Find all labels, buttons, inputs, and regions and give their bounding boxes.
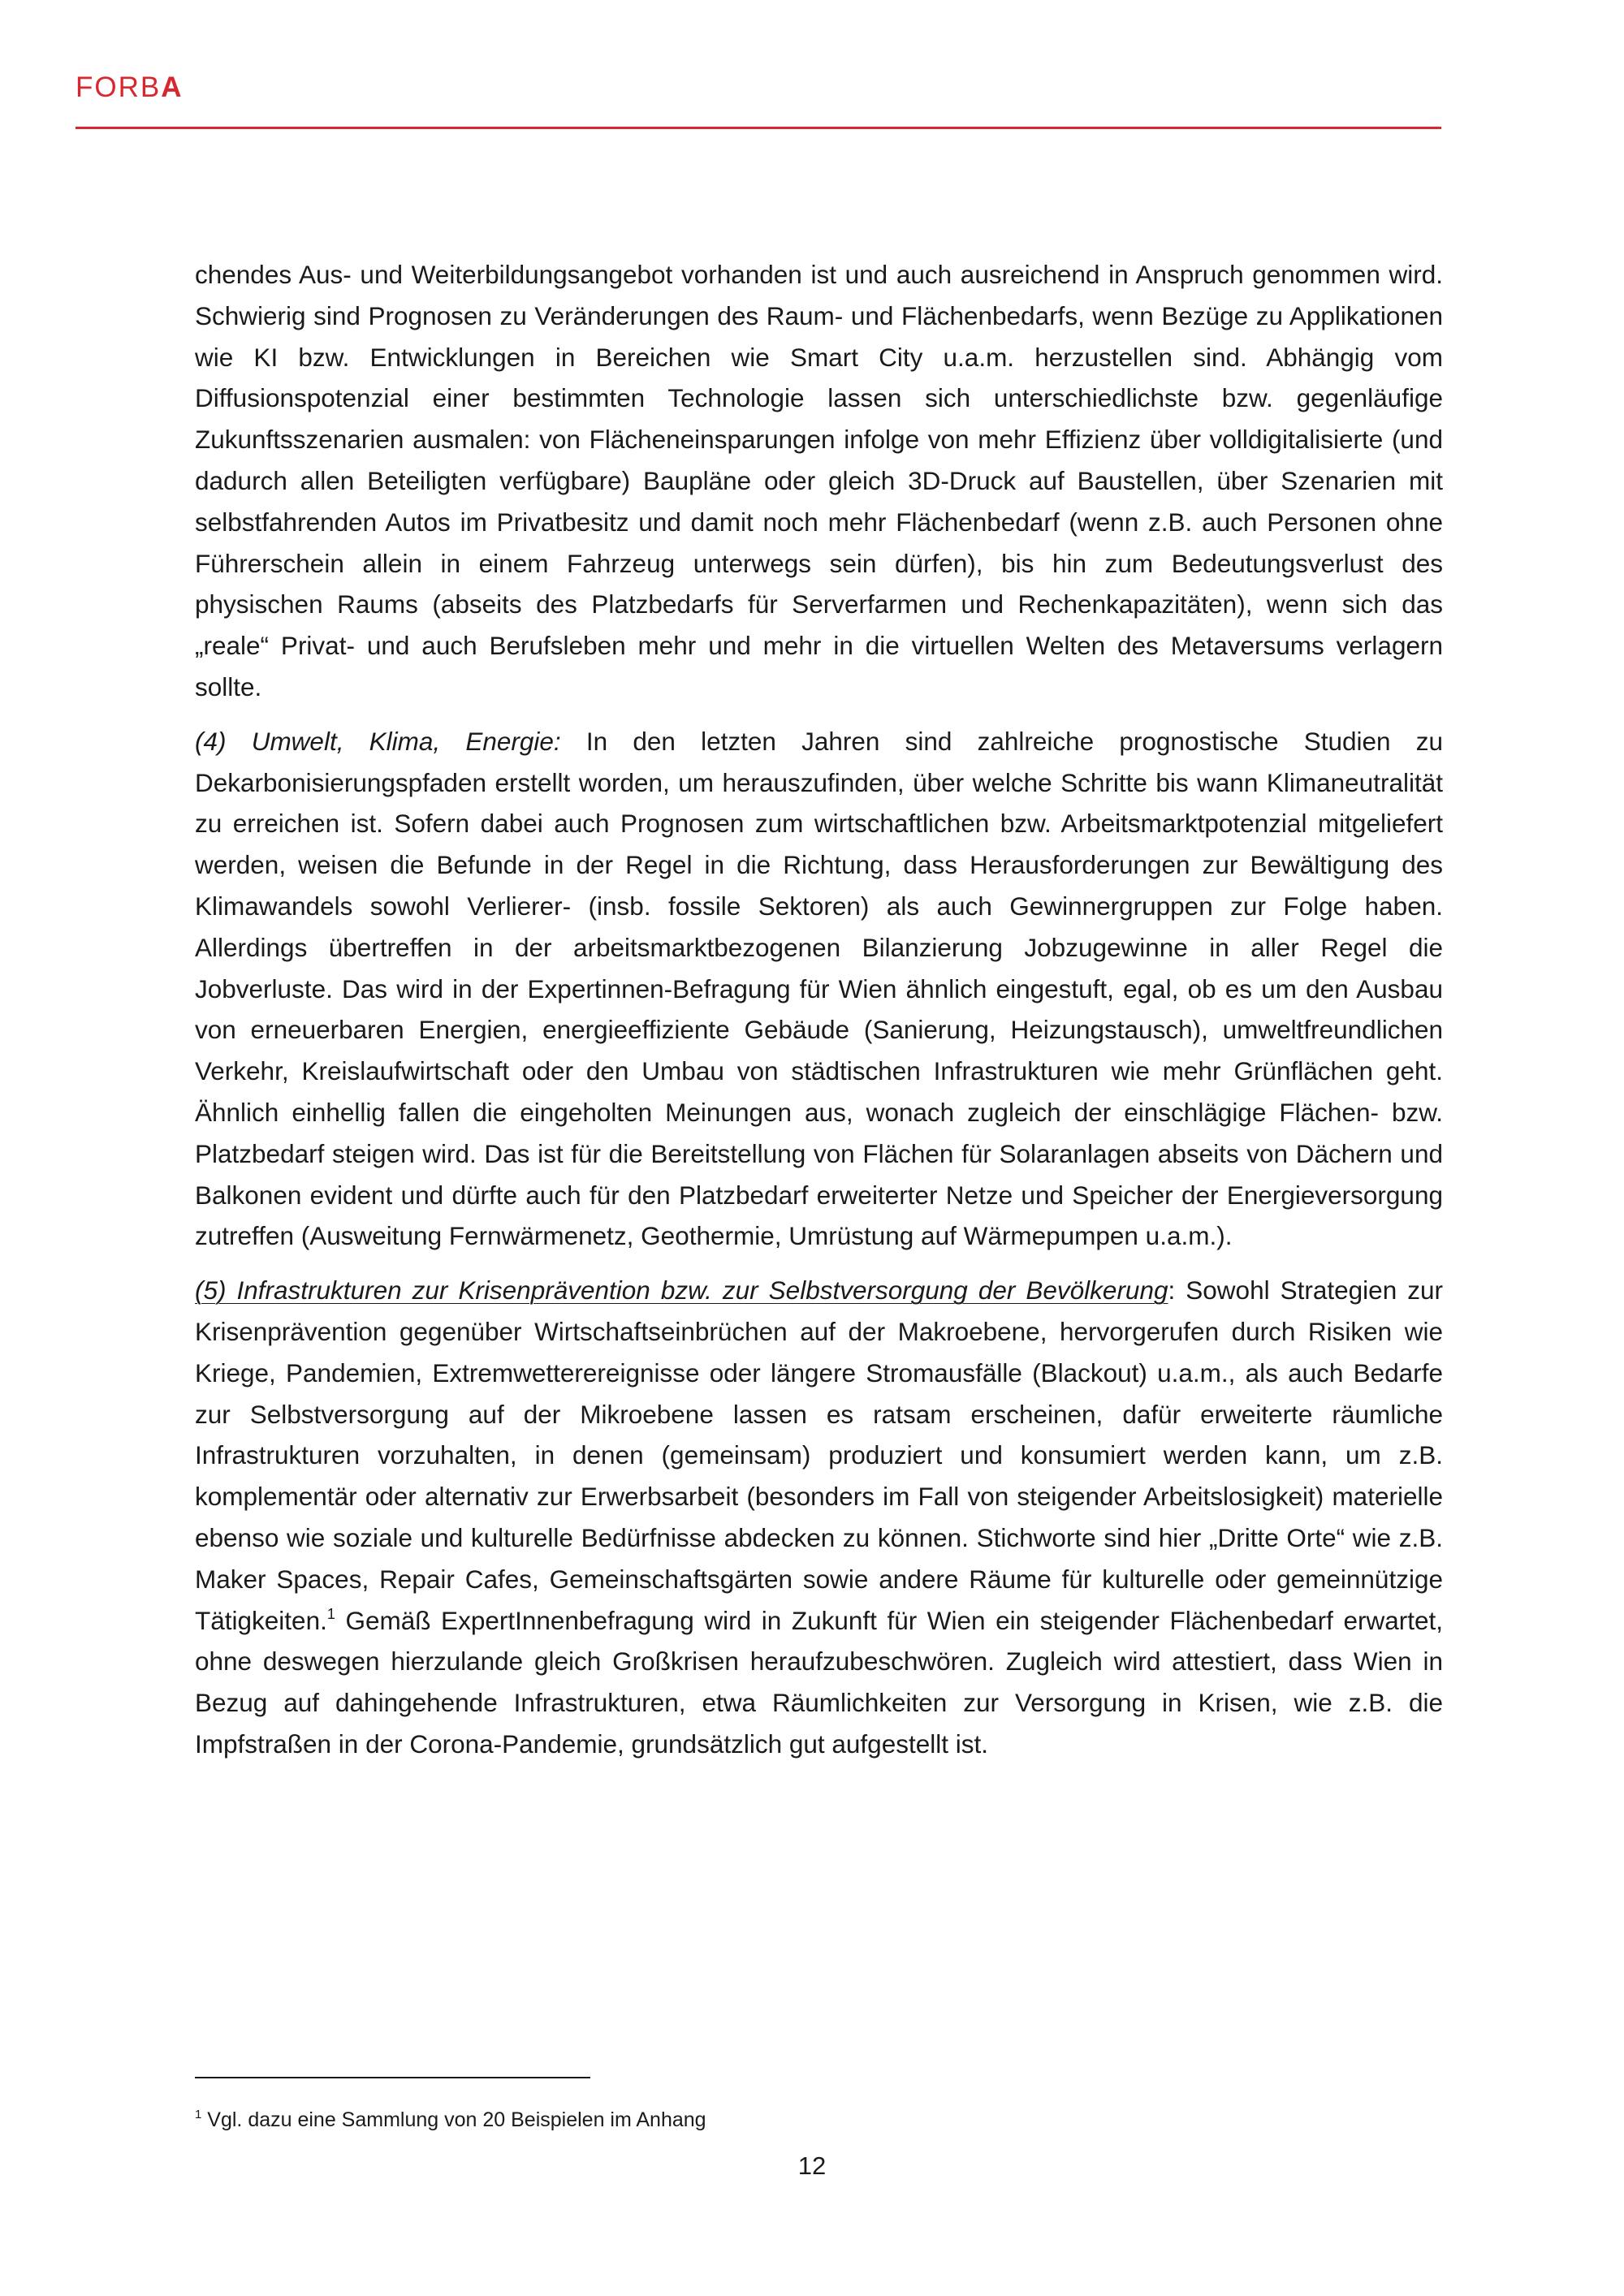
footnote-divider [195,2077,590,2078]
paragraph-text: In den letzten Jahren sind zahlreiche prognostische Studien zu Dekarbonisierungspfaden erstellt worden, um herauszufinden, über welche Schritte bis wann Klimaneutralität zu erreichen ist. Sofern dabei auch Prognosen zum wirtschaftlichen bzw. Arbeitsmarktpotenzial mitgeliefert werden, weisen die Befunde in der Regel in die Richtung, dass Herausforderungen zur Bewältigung des Klimawandels sowohl Verlierer- (insb. fossile Sektoren) als auch Gewinnergruppen zur Folge haben. Allerdings übertreffen in der arbeitsmarktbezogenen Bilanzierung Jobzugewinne in aller Regel die Jobverluste. Das wird in der Expertinnen-Befragung für Wien ähnlich eingestuft, egal, ob es um den Ausbau von erneuerbaren Energien, energieeffiziente Gebäude (Sanierung, Heizungstausch), umweltfreundlichen Verkehr, Kreislaufwirtschaft oder den Umbau von städtischen Infrastrukturen wie mehr Grünflächen geht. Ähnlich einhellig fallen die eingeholten Meinungen aus, wonach zugleich der einschlägige Flächen- bzw. Platzbedarf steigen wird. Das ist für die Bereitstellung von Flächen für Solaranlagen abseits von Dächern und Balkonen evident und dürfte auch für den Platzbedarf erweiterter Netze und Speicher der Energieversorgung zutreffen (Ausweitung Fernwärmenetz, Geothermie, Umrüstung auf Wärmepumpen u.a.m.). [195,726,1443,1251]
body-text [195,254,1443,1778]
footnote-number: 1 [195,2108,202,2121]
footnote [195,2106,1250,2134]
paragraph-text: chendes Aus- und Weiterbildungsangebot vorhanden ist und auch ausreichend in Anspruch genommen wird. Schwierig sind Prognosen zu Veränderungen des Raum- und Flächenbedarfs, wenn Bezüge zu Applikationen wie KI bzw. Entwicklungen in Bereichen wie Smart City u.a.m. herzustellen sind. Abhängig vom Diffusionspotenzial einer bestimmten Technologie lassen sich unterschiedlichste bzw. gegenläufige Zukunftsszenarien ausmalen: von Flächeneinsparungen infolge von mehr Effizienz über volldigitalisierte (und dadurch allen Beteiligten verfügbare) Baupläne oder gleich 3D-Druck auf Baustellen, über Szenarien mit selbstfahrenden Autos im Privatbesitz und damit noch mehr Flächenbedarf (wenn z.B. auch Personen ohne Führerschein allein in einem Fahrzeug unterwegs sein dürfen), bis hin zum Bedeutungsverlust des physischen Raums (abseits des Platzbedarfs für Serverfarmen und Rechenkapazitäten), wenn sich das „reale“ Privat- und auch Berufsleben mehr und mehr in die virtuellen Welten des Metaversums verlagern sollte. [195,260,1443,701]
paragraph-environment [195,721,1443,1257]
paragraph-text: : Sowohl Strategien zur Krisenprävention gegenüber Wirtschaftseinbrüchen auf der Makroebene, hervorgerufen durch Risiken wie Kriege, Pandemien, Extremwetterereignisse oder längere Stromausfälle (Blackout) u.a.m., als auch Bedarfe zur Selbstversorgung auf der Mikroebene lassen es ratsam erscheinen, dafür erweiterte räumliche Infrastrukturen vorzuhalten, in denen (gemeinsam) produziert und konsumiert werden kann, um z.B. komplementär oder alternativ zur Erwerbsarbeit (besonders im Fall von steigender Arbeitslosigkeit) materielle ebenso wie soziale und kulturelle Bedürfnisse abdecken zu können. Stichworte sind hier „Dritte Orte“ wie z.B. Maker Spaces, Repair Cafes, Gemeinschaftsgärten sowie andere Räume für kulturelle oder gemeinnützige Tätigkeiten. [195,1275,1443,1635]
paragraph-heading: (5) Infrastrukturen zur Krisenprävention bzw. zur Selbstversorgung der Bevölkerung [195,1275,1168,1306]
footnote-reference[interactable]: 1 [326,1605,335,1622]
paragraph-heading: (4) Umwelt, Klima, Energie: [195,726,561,756]
header-divider [76,127,1441,129]
paragraph-text-continued: Gemäß ExpertInnenbefragung wird in Zukunft für Wien ein steigender Flächenbedarf erwartet, ohne deswegen hierzulande gleich Großkrisen heraufzubeschwören. Zugleich wird attestiert, dass Wien in Bezug auf dahingehende Infrastrukturen, etwa Räumlichkeiten zur Versorgung in Krisen, wie z.B. die Impfstraßen in der Corona-Pandemie, grundsätzlich gut aufgestellt ist. [195,1605,1443,1759]
footnote-text: Vgl. dazu eine Sammlung von 20 Beispielen im Anhang [201,2108,706,2131]
paragraph-crisis-infrastructure [195,1270,1443,1765]
paragraph-continued [195,254,1443,708]
page-number: 12 [797,2151,827,2180]
page-header [76,71,1441,104]
forba-logo [76,71,1441,104]
logo-suffix: A [161,71,184,103]
logo-prefix: FORB [76,71,162,103]
